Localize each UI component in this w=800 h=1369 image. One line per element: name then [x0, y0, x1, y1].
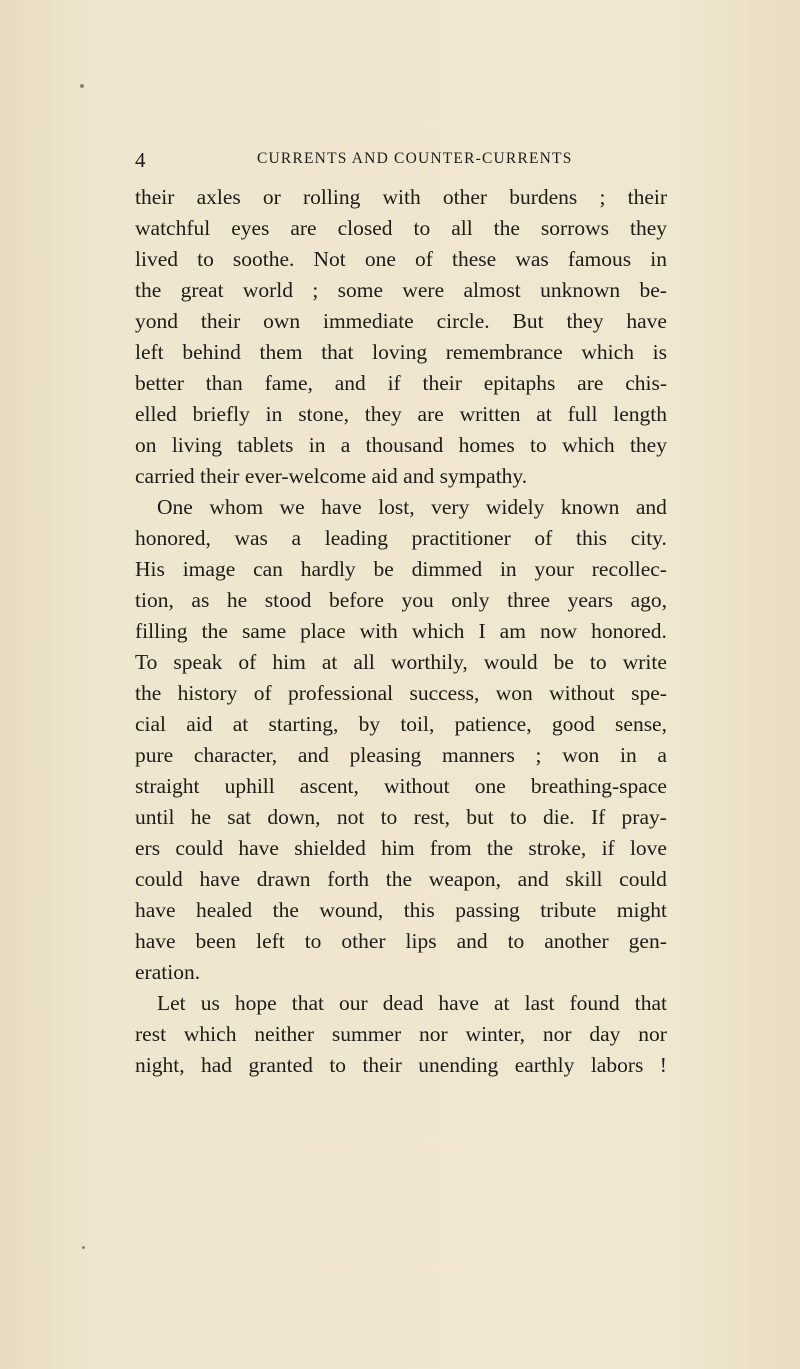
running-head: [135, 148, 675, 172]
text-line: elled briefly in stone, they are written at full length: [135, 402, 667, 426]
text-line: One whom we have lost, very widely known and: [157, 495, 667, 519]
body-text: [135, 182, 667, 1081]
text-line: the history of professional success, won without spe-: [135, 681, 667, 705]
text-line: To speak of him at all worthily, would be to write: [135, 650, 667, 674]
text-line: eration.: [135, 960, 201, 984]
page-speck: [82, 1246, 85, 1249]
running-title: CURRENTS AND COUNTER-CURRENTS: [257, 150, 573, 167]
text-line: Let us hope that our dead have at last found that: [157, 991, 667, 1015]
text-line: have healed the wound, this passing tribute might: [135, 898, 667, 922]
text-line: until he sat down, not to rest, but to die. If pray-: [135, 805, 667, 829]
text-line: honored, was a leading practitioner of this city.: [135, 526, 667, 550]
text-line: the great world ; some were almost unknown be-: [135, 278, 667, 302]
page-speck: [80, 84, 84, 88]
text-line: left behind them that loving remembrance which is: [135, 340, 667, 364]
text-line: ers could have shielded him from the stroke, if love: [135, 836, 667, 860]
text-line: lived to soothe. Not one of these was famous in: [135, 247, 667, 271]
text-line: night, had granted to their unending earthly labors !: [135, 1053, 667, 1077]
text-line: rest which neither summer nor winter, nor day nor: [135, 1022, 667, 1046]
text-line: on living tablets in a thousand homes to which they: [135, 433, 667, 457]
text-line: tion, as he stood before you only three years ago,: [135, 588, 667, 612]
text-line: cial aid at starting, by toil, patience, good sense,: [135, 712, 667, 736]
text-line: His image can hardly be dimmed in your recollec-: [135, 557, 667, 581]
text-line: straight uphill ascent, without one breathing-space: [135, 774, 667, 798]
text-line: have been left to other lips and to another gen-: [135, 929, 667, 953]
text-line: better than fame, and if their epitaphs are chis-: [135, 371, 667, 395]
text-line: pure character, and pleasing manners ; won in a: [135, 743, 667, 767]
text-line: watchful eyes are closed to all the sorrows they: [135, 216, 667, 240]
text-line: yond their own immediate circle. But they have: [135, 309, 667, 333]
text-line: filling the same place with which I am now honored.: [135, 619, 667, 643]
text-line: could have drawn forth the weapon, and skill could: [135, 867, 667, 891]
text-line: carried their ever-welcome aid and sympathy.: [135, 464, 528, 488]
page-number: 4: [135, 148, 146, 172]
text-line: their axles or rolling with other burdens ; their: [135, 185, 667, 209]
